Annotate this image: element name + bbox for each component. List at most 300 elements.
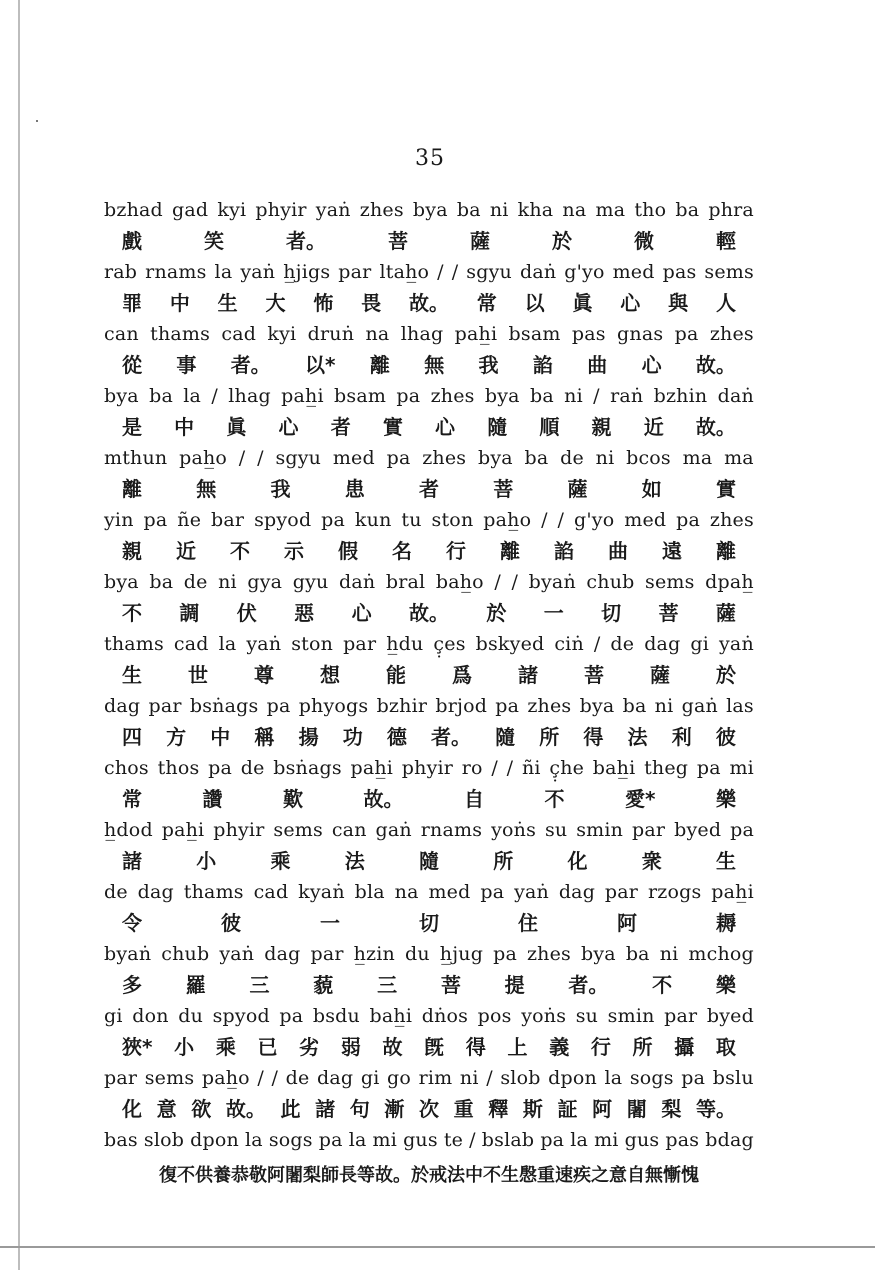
chinese-char: 一: [320, 911, 340, 935]
chinese-char: 漸: [384, 1097, 405, 1121]
transliteration-word: pas: [662, 261, 697, 283]
transliteration-word: bya: [104, 385, 139, 407]
transliteration-word: /: [557, 509, 565, 531]
transliteration-word: bah̲i: [369, 1005, 413, 1027]
transliteration-word: /: [469, 1129, 476, 1151]
chinese-char: 所: [632, 1035, 653, 1059]
chinese-char: 得: [465, 1035, 486, 1059]
chinese-char: 乘: [215, 1035, 236, 1059]
transliteration-word: /: [593, 633, 601, 655]
chinese-char: 世: [188, 663, 208, 687]
transliteration-word: gyu: [292, 571, 329, 593]
chinese-char: 三: [377, 973, 398, 997]
transliteration-word: rab: [104, 261, 138, 283]
chinese-char: 遠: [662, 539, 682, 563]
chinese-char: 菩: [658, 601, 679, 625]
transliteration-word: phyir: [401, 757, 454, 779]
transliteration-word: pa: [321, 509, 346, 531]
transliteration-word: dag: [558, 881, 596, 903]
transliteration-word: bah̲i: [592, 757, 636, 779]
chinese-char: 諂: [532, 353, 553, 377]
transliteration-word: de: [240, 757, 265, 779]
transliteration-line: [104, 195, 754, 226]
transliteration-word: bzhir: [376, 695, 428, 717]
transliteration-word: pas: [665, 1129, 700, 1151]
transliteration-word: /: [211, 385, 218, 407]
transliteration-word: byed: [674, 819, 722, 841]
transliteration-word: ma: [682, 447, 713, 469]
chinese-run: 復不供養恭敬阿闍梨師長等故。於戒法中不生慇重速疾之意自無慚愧: [159, 1165, 699, 1186]
transliteration-word: /: [506, 757, 514, 779]
chinese-char: 薩: [470, 229, 490, 253]
transliteration-word: la: [214, 261, 233, 283]
transliteration-word: cad: [253, 881, 289, 903]
transliteration-word: spyod: [212, 1005, 270, 1027]
transliteration-line: [104, 753, 754, 784]
transliteration-word: par: [632, 819, 666, 841]
transliteration-word: phyogs: [298, 695, 369, 717]
chinese-char: 取: [715, 1035, 736, 1059]
transliteration-word: la: [218, 633, 237, 655]
chinese-char: 隨: [487, 415, 508, 439]
transliteration-word: ba: [149, 385, 173, 407]
transliteration-word: ma: [595, 199, 626, 221]
transliteration-word: don: [132, 1005, 169, 1027]
transliteration-word: pah̲i: [454, 323, 498, 345]
transliteration-word: gnas: [617, 323, 664, 345]
chinese-char: 重: [453, 1097, 474, 1121]
transliteration-word: dag: [104, 695, 141, 717]
chinese-char: 耨: [716, 911, 736, 935]
chinese-char: 患: [344, 477, 365, 501]
transliteration-word: h̲jug: [439, 943, 484, 965]
chinese-char: 者。: [230, 353, 271, 377]
chinese-char: 以: [524, 291, 545, 315]
chinese-char: 伏: [236, 601, 257, 625]
chinese-char: 樂: [715, 973, 736, 997]
chinese-char: 自: [464, 787, 484, 811]
chinese-char: 者。: [286, 229, 326, 253]
transliteration-word: dag: [137, 881, 174, 903]
chinese-char: 眞: [226, 415, 247, 439]
chinese-char: 離: [122, 477, 142, 501]
chinese-char: 如: [641, 477, 662, 501]
transliteration-word: la: [570, 1129, 589, 1151]
chinese-line: [104, 1032, 754, 1063]
transliteration-word: par: [664, 1005, 698, 1027]
transliteration-word: de: [610, 633, 635, 655]
transliteration-word: pa: [493, 943, 517, 965]
transliteration-word: bzhin: [653, 385, 708, 407]
transliteration-word: gi: [104, 1005, 123, 1027]
chinese-char: 輕: [716, 229, 736, 253]
chinese-char: 一: [543, 601, 564, 625]
transliteration-word: rnams: [145, 261, 207, 283]
transliteration-line: [104, 877, 754, 908]
transliteration-word: pa: [730, 819, 754, 841]
chinese-char: 於: [552, 229, 572, 253]
transliteration-word: ñe: [177, 509, 202, 531]
transliteration-word: dpon: [548, 1067, 597, 1089]
transliteration-word: pa: [696, 757, 721, 779]
transliteration-line: [104, 629, 754, 660]
chinese-char: 假: [338, 539, 358, 563]
chinese-char: 尊: [254, 663, 274, 687]
chinese-line: [104, 1160, 754, 1191]
transliteration-word: bya: [477, 447, 513, 469]
transliteration-word: gaṅ: [681, 695, 718, 717]
chinese-char: 次: [419, 1097, 439, 1121]
transliteration-word: sgyu: [466, 261, 512, 283]
transliteration-word: zhes: [430, 385, 475, 407]
chinese-char: 故。: [695, 353, 736, 377]
transliteration-word: de: [285, 1067, 310, 1089]
chinese-char: 從: [122, 353, 142, 377]
transliteration-word: ñi: [521, 757, 541, 779]
chinese-char: 住: [518, 911, 538, 935]
transliteration-word: ni: [489, 199, 509, 221]
chinese-char: 於: [716, 663, 736, 687]
transliteration-word: lhag: [228, 385, 271, 407]
chinese-char: 能: [386, 663, 406, 687]
chinese-char: 菩: [493, 477, 514, 501]
transliteration-word: par: [310, 943, 344, 965]
transliteration-word: par: [148, 695, 182, 717]
transliteration-word: sogs: [268, 1129, 313, 1151]
chinese-char: 畏: [361, 291, 382, 315]
transliteration-word: mi: [372, 1129, 398, 1151]
chinese-line: [104, 598, 754, 629]
transliteration-word: ni: [659, 943, 679, 965]
chinese-line: [104, 784, 754, 815]
chinese-char: 多: [122, 973, 142, 997]
chinese-char: 薩: [715, 601, 736, 625]
chinese-char: 切: [419, 911, 439, 935]
transliteration-word: bya: [579, 695, 615, 717]
transliteration-word: daṅ: [339, 571, 376, 593]
chinese-char: 菩: [440, 973, 461, 997]
transliteration-word: tu: [401, 509, 422, 531]
chinese-char: 故。: [363, 787, 404, 811]
transliteration-word: la: [183, 385, 202, 407]
transliteration-word: ba: [456, 199, 481, 221]
transliteration-word: kyi: [217, 199, 247, 221]
transliteration-word: pa: [143, 509, 168, 531]
chinese-char: 狹*: [122, 1035, 153, 1059]
transliteration-word: med: [624, 509, 667, 531]
transliteration-word: yoṅs: [491, 819, 537, 841]
chinese-char: 令: [122, 911, 142, 935]
transliteration-word: ro: [461, 757, 483, 779]
transliteration-word: bskyed: [475, 633, 545, 655]
transliteration-word: dag: [317, 1067, 354, 1089]
chinese-line: [104, 1094, 754, 1125]
chinese-char: 行: [446, 539, 466, 563]
chinese-char: 實: [382, 415, 403, 439]
transliteration-word: daṅ: [717, 385, 754, 407]
page-bottom-edge: [0, 1246, 875, 1248]
chinese-char: 心: [278, 415, 299, 439]
transliteration-word: phyir: [213, 819, 265, 841]
chinese-char: 常: [476, 291, 497, 315]
transliteration-word: ba: [530, 385, 554, 407]
transliteration-word: ç̣es: [433, 633, 466, 655]
transliteration-word: su: [575, 1005, 599, 1027]
chinese-char: 名: [392, 539, 412, 563]
chinese-char: 得: [583, 725, 604, 749]
transliteration-word: pa: [676, 509, 701, 531]
transliteration-word: /: [451, 261, 459, 283]
chinese-char: 彼: [221, 911, 241, 935]
transliteration-word: dpon: [190, 1129, 239, 1151]
chinese-char: 三: [249, 973, 270, 997]
transliteration-word: pas: [571, 323, 606, 345]
chinese-line: [104, 288, 754, 319]
page-number: 35: [415, 146, 445, 171]
transliteration-word: ni: [218, 571, 237, 593]
chinese-char: 親: [122, 539, 142, 563]
chinese-char: 生: [217, 291, 238, 315]
transliteration-word: /: [511, 571, 519, 593]
transliteration-word: ciṅ: [554, 633, 584, 655]
transliteration-word: /: [494, 571, 501, 593]
chinese-char: 諸: [122, 849, 142, 873]
transliteration-word: de: [183, 571, 208, 593]
chinese-char: 惡: [294, 601, 315, 625]
chinese-line: [104, 722, 754, 753]
transliteration-word: brjod: [435, 695, 488, 717]
chinese-char: 行: [590, 1035, 611, 1059]
transliteration-word: zhes: [527, 695, 572, 717]
chinese-char: 所: [539, 725, 560, 749]
chinese-char: 無: [196, 477, 217, 501]
transliteration-word: sgyu: [275, 447, 322, 469]
transliteration-word: sems: [704, 261, 754, 283]
chinese-char: 近: [176, 539, 196, 563]
transliteration-word: ston: [431, 509, 474, 531]
transliteration-word: yaṅ: [719, 633, 754, 655]
transliteration-line: [104, 1001, 754, 1032]
chinese-char: 我: [270, 477, 291, 501]
chinese-char: 無: [424, 353, 445, 377]
chinese-char: 樂: [715, 787, 736, 811]
transliteration-word: /: [437, 261, 444, 283]
transliteration-word: ltah̲o: [379, 261, 430, 283]
transliteration-word: can: [104, 323, 139, 345]
transliteration-word: gi: [690, 633, 710, 655]
transliteration-line: [104, 567, 754, 598]
transliteration-word: byed: [706, 1005, 754, 1027]
chinese-char: 怖: [313, 291, 334, 315]
chinese-char: 順: [539, 415, 560, 439]
chinese-char: 不: [544, 787, 565, 811]
transliteration-word: thos: [157, 757, 200, 779]
chinese-char: 生: [122, 663, 142, 687]
chinese-char: 小: [196, 849, 217, 873]
chinese-char: 化: [122, 1097, 142, 1121]
transliteration-word: mchog: [688, 943, 754, 965]
chinese-char: 彼: [715, 725, 736, 749]
transliteration-word: pah̲o: [179, 447, 228, 469]
transliteration-word: g'yo: [564, 261, 605, 283]
chinese-char: 欲: [191, 1097, 212, 1121]
transliteration-word: kha: [517, 199, 554, 221]
transliteration-word: gus: [624, 1129, 660, 1151]
transliteration-word: la: [604, 1067, 623, 1089]
chinese-char: 揚: [298, 725, 319, 749]
chinese-char: 是: [122, 415, 142, 439]
chinese-char: 攝: [674, 1035, 695, 1059]
chinese-char: 不: [122, 601, 142, 625]
transliteration-word: bdag: [705, 1129, 754, 1151]
transliteration-line: [104, 257, 754, 288]
chinese-char: 劣: [299, 1035, 320, 1059]
chinese-char: 離: [369, 353, 390, 377]
transliteration-word: h̲jigs: [283, 261, 331, 283]
chinese-char: 與: [668, 291, 689, 315]
chinese-char: 生: [716, 849, 736, 873]
transliteration-word: mthun: [104, 447, 168, 469]
chinese-char: 於: [486, 601, 507, 625]
transliteration-word: bcos: [626, 447, 671, 469]
transliteration-word: bsṅags: [273, 757, 342, 779]
transliteration-word: zhes: [709, 509, 754, 531]
chinese-line: [104, 350, 754, 381]
transliteration-word: zhes: [359, 199, 404, 221]
chinese-char: 以*: [305, 353, 336, 377]
transliteration-word: lhag: [400, 323, 444, 345]
transliteration-word: zhes: [709, 323, 754, 345]
transliteration-word: zhes: [526, 943, 572, 965]
transliteration-word: ba: [625, 943, 650, 965]
transliteration-word: ba: [149, 571, 174, 593]
transliteration-line: [104, 691, 754, 722]
transliteration-word: bsdu: [312, 1005, 360, 1027]
chinese-char: 証: [557, 1097, 578, 1121]
transliteration-word: du: [178, 1005, 204, 1027]
transliteration-word: phra: [708, 199, 754, 221]
chinese-char: 曲: [587, 353, 608, 377]
transliteration-word: ba: [675, 199, 700, 221]
transliteration-word: pa: [208, 757, 233, 779]
chinese-char: 法: [344, 849, 365, 873]
transliteration-word: tho: [634, 199, 667, 221]
transliteration-word: /: [238, 447, 246, 469]
chinese-char: 愛*: [625, 787, 656, 811]
chinese-char: 離: [500, 539, 520, 563]
transliteration-word: pa: [681, 1067, 706, 1089]
transliteration-word: ç̣he: [549, 757, 585, 779]
transliteration-word: chub: [586, 571, 635, 593]
transliteration-word: pah̲i: [711, 881, 754, 903]
transliteration-word: du: [404, 943, 430, 965]
transliteration-word: bslab: [481, 1129, 535, 1151]
transliteration-word: pa: [480, 881, 505, 903]
transliteration-word: sems: [645, 571, 695, 593]
transliteration-word: ba: [524, 447, 549, 469]
transliteration-word: kun: [354, 509, 392, 531]
page-left-edge: [18, 0, 20, 1270]
transliteration-word: gaṅ: [375, 819, 412, 841]
chinese-char: 旣: [424, 1035, 445, 1059]
transliteration-word: rnams: [420, 819, 483, 841]
chinese-char: 故: [382, 1035, 403, 1059]
chinese-char: 故。: [695, 415, 736, 439]
transliteration-word: phyir: [255, 199, 307, 221]
transliteration-word: bsṅags: [189, 695, 259, 717]
transliteration-word: par: [604, 881, 639, 903]
chinese-char: 中: [169, 291, 190, 315]
chinese-char: 近: [643, 415, 664, 439]
transliteration-word: yoṅs: [521, 1005, 567, 1027]
transliteration-word: ni: [654, 695, 674, 717]
transliteration-word: na: [394, 881, 419, 903]
transliteration-word: kyaṅ: [298, 881, 345, 903]
transliteration-word: theg: [644, 757, 689, 779]
chinese-line: [104, 970, 754, 1001]
transliteration-word: bral: [385, 571, 426, 593]
transliteration-word: kyi: [267, 323, 297, 345]
text-body: [104, 195, 754, 1191]
chinese-char: 心: [641, 353, 662, 377]
transliteration-word: pah̲i: [350, 757, 394, 779]
transliteration-word: pa: [540, 1129, 565, 1151]
transliteration-word: dṅos: [421, 1005, 469, 1027]
transliteration-word: bya: [412, 199, 448, 221]
transliteration-word: gya: [247, 571, 283, 593]
transliteration-word: yaṅ: [240, 261, 276, 283]
chinese-char: 者: [419, 477, 439, 501]
transliteration-word: yaṅ: [514, 881, 549, 903]
transliteration-line: [104, 505, 754, 536]
chinese-char: 羅: [185, 973, 206, 997]
chinese-char: 德: [386, 725, 407, 749]
transliteration-word: na: [365, 323, 390, 345]
transliteration-word: la: [348, 1129, 367, 1151]
transliteration-word: yaṅ: [315, 199, 351, 221]
transliteration-word: bya: [104, 571, 139, 593]
transliteration-word: pa: [396, 385, 421, 407]
transliteration-word: daṅ: [519, 261, 557, 283]
transliteration-word: ston: [291, 633, 334, 655]
transliteration-word: ni: [595, 447, 615, 469]
transliteration-word: go: [387, 1067, 412, 1089]
chinese-char: 提: [504, 973, 525, 997]
chinese-char: 上: [507, 1035, 528, 1059]
chinese-char: 等。: [696, 1097, 736, 1121]
chinese-char: 爲: [452, 663, 472, 687]
transliteration-word: chos: [104, 757, 149, 779]
transliteration-line: [104, 381, 754, 412]
chinese-char: 諸: [315, 1097, 336, 1121]
transliteration-word: par: [343, 633, 377, 655]
transliteration-word: /: [593, 385, 600, 407]
transliteration-word: dag: [644, 633, 681, 655]
transliteration-word: gad: [172, 199, 209, 221]
chinese-char: 我: [478, 353, 499, 377]
chinese-char: 不: [230, 539, 250, 563]
chinese-char: 稱: [254, 725, 275, 749]
chinese-char: 梨: [661, 1097, 682, 1121]
transliteration-word: /: [257, 447, 264, 469]
chinese-char: 常: [122, 787, 142, 811]
chinese-char: 衆: [641, 849, 662, 873]
chinese-char: 故。: [225, 1097, 266, 1121]
transliteration-word: zhes: [422, 447, 467, 469]
transliteration-word: slob: [143, 1129, 185, 1151]
transliteration-word: bslu: [712, 1067, 754, 1089]
transliteration-word: la: [244, 1129, 263, 1151]
